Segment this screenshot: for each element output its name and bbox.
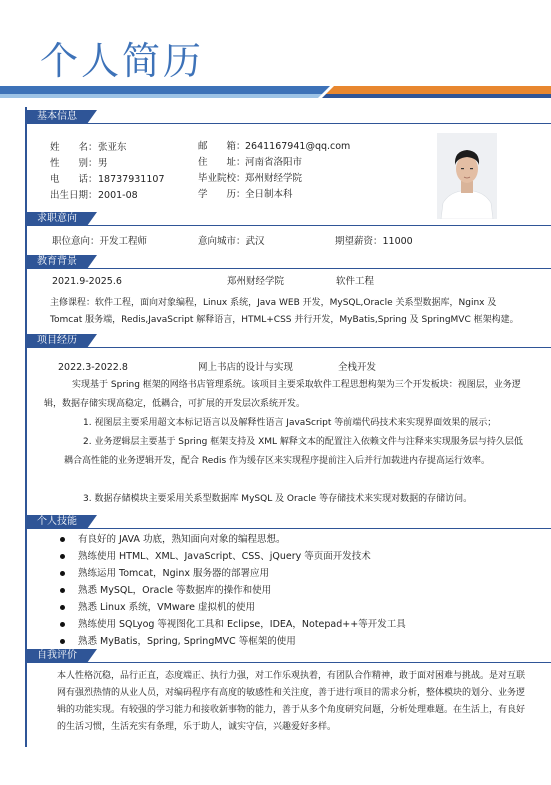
skill-item: 熟悉 Linux 系统，VMware 虚拟机的使用 [60, 599, 406, 616]
project-item: 3. 数据存储模块主要采用关系型数据库 MySQL 及 Oracle 等存储技术来实现对数据的存储访问。 [83, 494, 473, 504]
degree-label: 学 历： [198, 189, 246, 200]
skill-item: 熟练使用 HTML、XML、JavaScript、CSS、jQuery 等页面开发技术 [60, 548, 406, 565]
project-role: 全栈开发 [338, 362, 377, 373]
section-title: 自我评价 [37, 650, 77, 661]
address-label: 住 址： [198, 157, 246, 168]
section-education-header [25, 255, 551, 269]
project-item: 2. 业务逻辑层主要基于 Spring 框架支持及 XML 解释文本的配置注入依赖文件与注释来实现服务层与持久层低耦合高性能的业务逻辑开发，配合 Redis 作为缓存区来实现程序提前注入后并行加载进内存提高运行效率。 [64, 437, 523, 466]
skill-item: 熟悉 MyBatis，Spring, SpringMVC 等框架的使用 [60, 633, 406, 650]
education-school: 郑州财经学院 [227, 276, 285, 287]
resume-title: 个人简历 [40, 39, 205, 83]
gender-value: 男 [98, 158, 108, 169]
profile-photo [437, 133, 497, 219]
school-label: 毕业院校： [198, 173, 246, 184]
intent-position: 职位意向：开发工程师 [52, 236, 148, 247]
education-courses: 主修课程：软件工程，面向对象编程，Linux 系统，Java WEB 开发，MySQL,Oracle 关系型数据库，Nginx 及 Tomcat 服务端，Redis,JavaScript 解释语言，HTML+CSS 并行开发，MyBatis,Spring 及 SpringMVC 框架构建。 [50, 298, 519, 325]
gender-label: 性 别： [50, 158, 98, 169]
education-period: 2021.9-2025.6 [52, 276, 122, 287]
section-skills-header [25, 515, 551, 529]
address-value: 河南省洛阳市 [245, 157, 303, 168]
section-title: 基本信息 [37, 111, 77, 122]
degree-value: 全日制本科 [245, 189, 293, 200]
section-basic-header [25, 110, 551, 124]
evaluation-text: 本人性格沉稳，品行正直，态度端正、执行力强，对工作乐观执着，有团队合作精神，敢于面对困难与挑战。是对互联网有强烈热情的从业人员，对编码程序有高度的敏感性和关注度，善于进行项目的需求分析，整体模块的划分、业务逻辑的功能实现。有较强的学习能力和接收新事物的能力，善于从多个角度研究问题，分析处理难题。在生活上，有良好的生活习惯，生活充实有条理，乐于助人，诚实守信，兴趣爱好多样。 [57, 671, 526, 732]
section-title: 项目经历 [37, 335, 77, 346]
intent-city: 意向城市：武汉 [198, 236, 265, 247]
section-title: 教育背景 [37, 256, 77, 267]
skill-item: 熟悉 MySQL，Oracle 等数据库的操作和使用 [60, 582, 406, 599]
birth-label: 出生日期： [50, 190, 98, 201]
intent-salary: 期望薪资：11000 [335, 236, 413, 247]
section-title: 求职意向 [37, 213, 77, 224]
skill-item: 熟练使用 SQLyog 等视图化工具和 Eclipse，IDEA，Notepad++等开发工具 [60, 616, 406, 633]
header-band [0, 86, 551, 98]
skill-item: 有良好的 JAVA 功底，熟知面向对象的编程思想。 [60, 531, 406, 548]
section-intent-header [25, 212, 551, 226]
project-period: 2022.3-2022.8 [58, 362, 128, 373]
project-intro: 实现基于 Spring 框架的网络书店管理系统。该项目主要采取软件工程思想构架为三个开发板块：视图层，业务逻辑，数据存储实现高稳定，低耦合，可扩展的开发层次系统开发。 [44, 380, 521, 409]
email-label: 邮 箱： [198, 141, 246, 152]
phone-label: 电 话： [50, 174, 98, 185]
phone-value: 18737931107 [98, 174, 165, 185]
education-major: 软件工程 [336, 276, 375, 287]
name-label: 姓 名： [50, 142, 98, 153]
skills-list [60, 531, 406, 650]
birth-value: 2001-08 [98, 190, 138, 201]
project-name: 网上书店的设计与实现 [198, 362, 294, 373]
school-value: 郑州财经学院 [245, 173, 303, 184]
section-evaluation-header [25, 649, 551, 663]
section-title: 个人技能 [37, 516, 77, 527]
email-value: 2641167941@qq.com [245, 141, 351, 152]
skill-item: 熟练运用 Tomcat，Nginx 服务器的部署应用 [60, 565, 406, 582]
section-project-header [25, 334, 551, 348]
project-item: 1. 视图层主要采用超文本标记语言以及解释性语言 JavaScript 等前端代码技术来实现界面效果的展示； [83, 418, 497, 428]
name-value: 张亚东 [98, 142, 127, 153]
